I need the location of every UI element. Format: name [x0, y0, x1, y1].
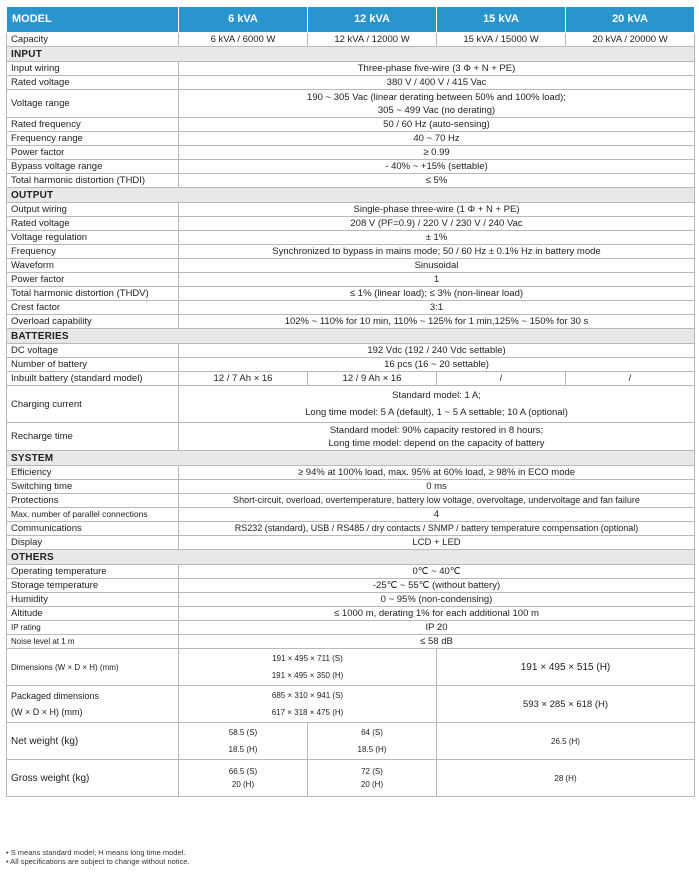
- section-title: BATTERIES: [7, 329, 695, 344]
- dims-standard: 191 × 495 × 711 (S): [272, 654, 343, 663]
- value: Short-circuit, overload, overtemperature, battery low voltage, overvoltage, undervoltage and fan failure: [179, 494, 695, 508]
- label: Frequency: [7, 245, 179, 259]
- row-output-wiring: [7, 203, 695, 217]
- section-title: OTHERS: [7, 550, 695, 565]
- row-inbuilt-battery: [7, 372, 695, 386]
- value: ≥ 0.99: [179, 146, 695, 160]
- label: Operating temperature: [7, 565, 179, 579]
- label-line-1: Packaged dimensions: [11, 690, 100, 701]
- label: Max. number of parallel connections: [7, 508, 179, 522]
- row-humidity: [7, 593, 695, 607]
- label: Output wiring: [7, 203, 179, 217]
- dims-long-time: 191 × 495 × 350 (H): [271, 671, 344, 680]
- net-6kva: [179, 723, 308, 760]
- row-rated-frequency: [7, 118, 695, 132]
- inbuilt-15kva: /: [437, 372, 566, 386]
- label: Gross weight (kg): [7, 760, 179, 797]
- inbuilt-12kva: 12 / 9 Ah × 16: [308, 372, 437, 386]
- value-line-1: 190 ~ 305 Vac (linear derating between 50% and 100% load);: [307, 91, 566, 103]
- value: 0 ms: [179, 480, 695, 494]
- gross-12kva-long-time: 20 (H): [360, 780, 384, 789]
- label: Voltage range: [7, 90, 179, 118]
- row-voltage-range: [7, 90, 695, 118]
- gross-15-20kva: 28 (H): [437, 760, 695, 797]
- row-packaged-dimensions: [7, 686, 695, 723]
- label-line-2: (W × D × H) (mm): [11, 706, 83, 717]
- row-display: [7, 536, 695, 550]
- label: Total harmonic distortion (THDV): [7, 287, 179, 301]
- label: Inbuilt battery (standard model): [7, 372, 179, 386]
- label: Switching time: [7, 480, 179, 494]
- row-waveform: [7, 259, 695, 273]
- label: [7, 686, 179, 723]
- section-title: INPUT: [7, 47, 695, 62]
- net-6kva-long-time: 18.5 (H): [228, 745, 258, 754]
- inbuilt-20kva: /: [566, 372, 695, 386]
- label: Humidity: [7, 593, 179, 607]
- row-parallel: [7, 508, 695, 522]
- value: Sinusoidal: [179, 259, 695, 273]
- net-6kva-standard: 58.5 (S): [228, 728, 258, 737]
- value: 192 Vdc (192 / 240 Vdc settable): [179, 344, 695, 358]
- footnote-model-legend: • S means standard model; H means long time model.: [6, 848, 186, 857]
- label-capacity: Capacity: [7, 33, 179, 47]
- gross-6kva: [179, 760, 308, 797]
- capacity-12kva: 12 kVA / 12000 W: [308, 33, 437, 47]
- section-system: [7, 451, 695, 466]
- row-thdi: [7, 174, 695, 188]
- label: Input wiring: [7, 62, 179, 76]
- label: Number of battery: [7, 358, 179, 372]
- gross-12kva: [308, 760, 437, 797]
- value-line-2: Long time model: depend on the capacity of battery: [328, 437, 545, 449]
- value: RS232 (standard), USB / RS485 / dry contacts / SNMP / battery temperature compensation (optional): [179, 522, 695, 536]
- capacity-15kva: 15 kVA / 15000 W: [437, 33, 566, 47]
- row-communications: [7, 522, 695, 536]
- gross-6kva-standard: 66.5 (S): [228, 767, 258, 776]
- value: LCD + LED: [179, 536, 695, 550]
- label: Power factor: [7, 273, 179, 287]
- value-line-1: Standard model: 90% capacity restored in 8 hours;: [329, 424, 544, 436]
- row-overload: [7, 315, 695, 329]
- value: ≤ 5%: [179, 174, 695, 188]
- label: Rated voltage: [7, 76, 179, 90]
- label: Frequency range: [7, 132, 179, 146]
- label: Noise level at 1 m: [7, 635, 179, 649]
- row-frequency-range: [7, 132, 695, 146]
- row-gross-weight: [7, 760, 695, 797]
- row-input-wiring: [7, 62, 695, 76]
- row-output-pf: [7, 273, 695, 287]
- section-output: [7, 188, 695, 203]
- value: 4: [179, 508, 695, 522]
- label: Display: [7, 536, 179, 550]
- label: Dimensions (W × D × H) (mm): [7, 649, 179, 686]
- label: Rated voltage: [7, 217, 179, 231]
- section-others: [7, 550, 695, 565]
- value: Three-phase five-wire (3 Φ + N + PE): [179, 62, 695, 76]
- value-line-1: Standard model: 1 A;: [392, 390, 481, 401]
- row-dimensions: [7, 649, 695, 686]
- value: - 40% ~ +15% (settable): [179, 160, 695, 174]
- row-switching-time: [7, 480, 695, 494]
- value: 102% ~ 110% for 10 min, 110% ~ 125% for 1 min,125% ~ 150% for 30 s: [179, 315, 695, 329]
- capacity-20kva: 20 kVA / 20000 W: [566, 33, 695, 47]
- value: 50 / 60 Hz (auto-sensing): [179, 118, 695, 132]
- pkg-long-time: 617 × 318 × 475 (H): [271, 708, 344, 717]
- row-bypass-range: [7, 160, 695, 174]
- label: Bypass voltage range: [7, 160, 179, 174]
- row-protections: [7, 494, 695, 508]
- row-noise: [7, 635, 695, 649]
- inbuilt-6kva: 12 / 7 Ah × 16: [179, 372, 308, 386]
- value: 208 V (PF=0.9) / 220 V / 230 V / 240 Vac: [179, 217, 695, 231]
- spec-table: [6, 6, 695, 797]
- col-12kva: 12 kVA: [308, 7, 437, 33]
- value: [179, 423, 695, 451]
- row-net-weight: [7, 723, 695, 760]
- dims-6-12kva: [179, 649, 437, 686]
- row-crest-factor: [7, 301, 695, 315]
- label: Altitude: [7, 607, 179, 621]
- label: Efficiency: [7, 466, 179, 480]
- spec-sheet: [6, 6, 694, 797]
- row-altitude: [7, 607, 695, 621]
- row-charging-current: [7, 386, 695, 423]
- net-12kva-long-time: 18.5 (H): [357, 745, 387, 754]
- row-recharge-time: [7, 423, 695, 451]
- row-input-pf: [7, 146, 695, 160]
- label: Waveform: [7, 259, 179, 273]
- row-voltage-regulation: [7, 231, 695, 245]
- row-input-voltage: [7, 76, 695, 90]
- dims-15-20kva: 191 × 495 × 515 (H): [437, 649, 695, 686]
- label: Rated frequency: [7, 118, 179, 132]
- label: Charging current: [7, 386, 179, 423]
- col-15kva: 15 kVA: [437, 7, 566, 33]
- value: Single-phase three-wire (1 Φ + N + PE): [179, 203, 695, 217]
- gross-12kva-standard: 72 (S): [361, 767, 383, 776]
- header-row: [7, 7, 695, 33]
- value-line-2: Long time model: 5 A (default), 1 ~ 5 A settable; 10 A (optional): [305, 407, 568, 418]
- col-20kva: 20 kVA: [566, 7, 695, 33]
- value: Synchronized to bypass in mains mode; 50 / 60 Hz ± 0.1% Hz in battery mode: [179, 245, 695, 259]
- label: Storage temperature: [7, 579, 179, 593]
- value: IP 20: [179, 621, 695, 635]
- label: Voltage regulation: [7, 231, 179, 245]
- net-12kva-standard: 64 (S): [361, 728, 383, 737]
- row-capacity: [7, 33, 695, 47]
- row-output-voltage: [7, 217, 695, 231]
- value: 1: [179, 273, 695, 287]
- value: -25℃ ~ 55℃ (without battery): [179, 579, 695, 593]
- value: ≤ 58 dB: [179, 635, 695, 649]
- row-output-frequency: [7, 245, 695, 259]
- gross-6kva-long-time: 20 (H): [231, 780, 255, 789]
- row-dc-voltage: [7, 344, 695, 358]
- net-12kva: [308, 723, 437, 760]
- value-line-2: 305 ~ 499 Vac (no derating): [377, 104, 496, 116]
- label: IP rating: [7, 621, 179, 635]
- value: [179, 90, 695, 118]
- value: ≤ 1% (linear load); ≤ 3% (non-linear load): [179, 287, 695, 301]
- footnotes: [6, 848, 190, 866]
- section-title: SYSTEM: [7, 451, 695, 466]
- row-operating-temperature: [7, 565, 695, 579]
- pkg-15-20kva: 593 × 285 × 618 (H): [437, 686, 695, 723]
- label: Overload capability: [7, 315, 179, 329]
- value: 16 pcs (16 ~ 20 settable): [179, 358, 695, 372]
- section-batteries: [7, 329, 695, 344]
- capacity-6kva: 6 kVA / 6000 W: [179, 33, 308, 47]
- label: Total harmonic distortion (THDI): [7, 174, 179, 188]
- model-header: MODEL: [7, 7, 179, 33]
- footnote-disclaimer: • All specifications are subject to change without notice.: [6, 857, 190, 866]
- value: ≥ 94% at 100% load, max. 95% at 60% load, ≥ 98% in ECO mode: [179, 466, 695, 480]
- row-thdv: [7, 287, 695, 301]
- label: DC voltage: [7, 344, 179, 358]
- label: Net weight (kg): [7, 723, 179, 760]
- row-efficiency: [7, 466, 695, 480]
- net-15-20kva: 26.5 (H): [437, 723, 695, 760]
- pkg-6-12kva: [179, 686, 437, 723]
- section-title: OUTPUT: [7, 188, 695, 203]
- label: Communications: [7, 522, 179, 536]
- col-6kva: 6 kVA: [179, 7, 308, 33]
- value: ± 1%: [179, 231, 695, 245]
- label: Power factor: [7, 146, 179, 160]
- value: ≤ 1000 m, derating 1% for each additional 100 m: [179, 607, 695, 621]
- label: Protections: [7, 494, 179, 508]
- value: 0 ~ 95% (non-condensing): [179, 593, 695, 607]
- value: 0℃ ~ 40℃: [179, 565, 695, 579]
- row-number-of-battery: [7, 358, 695, 372]
- value: 380 V / 400 V / 415 Vac: [179, 76, 695, 90]
- value: [179, 386, 695, 423]
- pkg-standard: 685 × 310 × 941 (S): [271, 691, 344, 700]
- value: 40 ~ 70 Hz: [179, 132, 695, 146]
- row-ip-rating: [7, 621, 695, 635]
- value: 3:1: [179, 301, 695, 315]
- section-input: [7, 47, 695, 62]
- label: Crest factor: [7, 301, 179, 315]
- label: Recharge time: [7, 423, 179, 451]
- row-storage-temperature: [7, 579, 695, 593]
